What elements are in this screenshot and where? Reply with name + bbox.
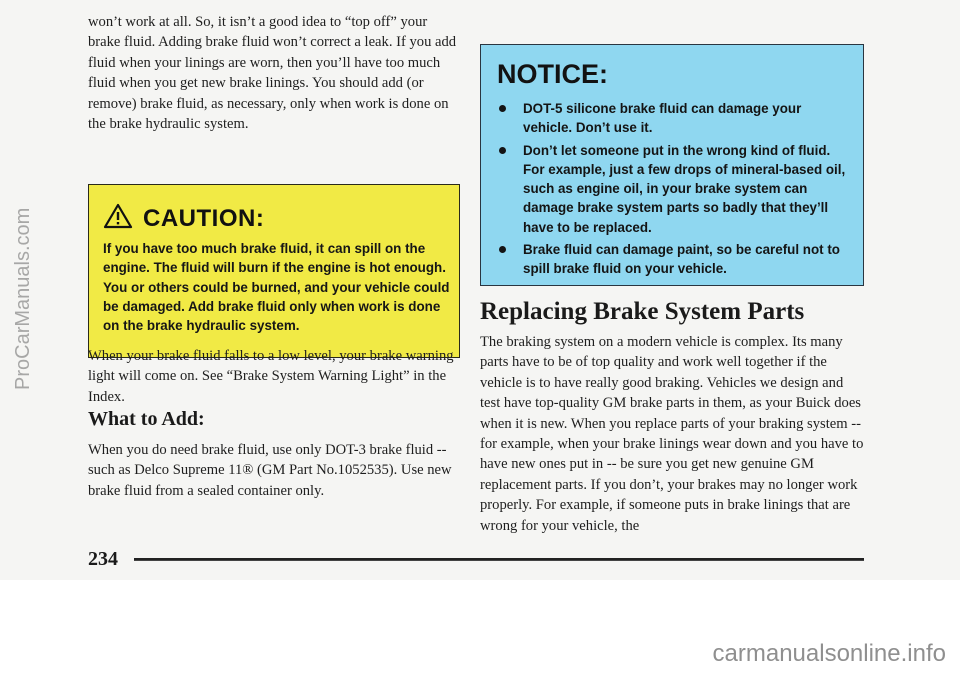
intro-paragraph: won’t work at all. So, it isn’t a good idea to “top off” your brake fluid. Adding brake fluid won’t correct a leak. If you add fluid when your linings are worn, then you’ll have too much fluid when you get new brake linings. You should add (or remove) brake fluid, as necessary, only when work is done on the brake hydraulic system. [88,14,457,133]
warning-triangle-icon [103,203,133,234]
notice-box [480,44,864,286]
what-to-add-paragraph: When you do need brake fluid, use only DOT-3 brake fluid -- such as Delco Supreme 11® (GM Part No.1052535). Use new brake fluid from a sealed container only. [88,442,452,499]
bullet-icon [499,147,506,154]
replacing-paragraph: The braking system on a modern vehicle is complex. Its many parts have to be of top quality and work well together if the vehicle is to have really good braking. Vehicles we design and test have top-quality GM brake parts in them, as your Buick does when it is new. When you replace parts of your braking system -- for example, when your brake linings wear down and you have to have new ones put in -- be sure you get new genuine GM replacement parts. If you don’t, your brakes may no longer work properly. For example, if someone puts in brake linings that are wrong for your vehicle, the [480,334,864,534]
footer-rule [134,558,864,561]
notice-item: Don’t let someone put in the wrong kind of fluid. For example, just a few drops of mineral-based oil, such as engine oil, in your brake system can damage brake system parts so badly that they’ll have to be replaced. [499,141,851,237]
notice-item: Brake fluid can damage paint, so be careful not to spill brake fluid on your vehicle. [499,240,851,279]
caution-text: If you have too much brake fluid, it can spill on the engine. The fluid will burn if the engine is hot enough. You or others could be burned, and your vehicle could be damaged. Add brake fluid only when work is done on the brake hydraulic system. [103,241,450,334]
replacing-heading: Replacing Brake System Parts [480,298,805,325]
bullet-icon [499,105,506,112]
left-column [88,12,460,134]
caution-box [88,184,460,358]
bottom-watermark: carmanualsonline.info [712,640,946,667]
page-number: 234 [88,548,118,570]
notice-list [499,99,851,282]
what-to-add-heading: What to Add: [88,408,205,430]
caution-title: CAUTION: [143,204,265,232]
notice-title: NOTICE: [497,59,608,89]
warning-light-paragraph: When your brake fluid falls to a low level, your brake warning light will come on. See “Brake System Warning Light” in the Index. [88,348,454,405]
caution-header [103,203,264,234]
bullet-icon [499,246,506,253]
notice-item: DOT-5 silicone brake fluid can damage your vehicle. Don’t use it. [499,99,851,138]
